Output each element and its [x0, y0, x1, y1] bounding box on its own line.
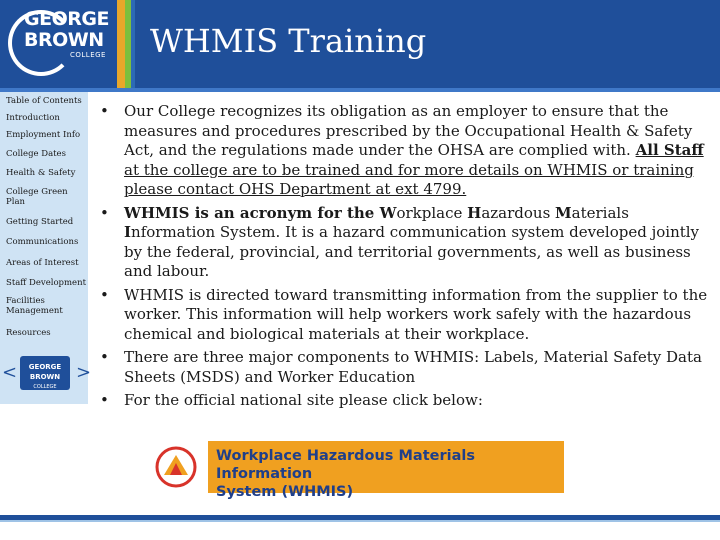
list-item — [100, 204, 716, 282]
sidebar-item-introduction[interactable]: Introduction — [6, 113, 60, 123]
sidebar-item-employment-info[interactable]: Employment Info — [6, 130, 81, 140]
logo-text-brown: BROWN — [24, 29, 104, 51]
bullet-text: azardous — [481, 203, 556, 222]
accent-bar-blue — [131, 0, 135, 88]
sidebar-item-staff-development[interactable]: Staff Development — [6, 278, 86, 288]
list-item: • For the official national site please click below: — [100, 391, 716, 411]
logo-text-college: COLLEGE — [70, 51, 106, 59]
sidebar-item-college-green-plan[interactable]: College Green Plan — [6, 187, 68, 207]
list-item: • WHMIS is directed toward transmitting information from the supplier to the worker. This information will help workers work safely with the hazardous chemical and biological materials at their workplace. — [100, 286, 716, 345]
acronym-letter: H — [467, 203, 482, 222]
acronym-letter: W — [379, 203, 397, 222]
next-page-button[interactable]: > — [76, 362, 92, 383]
mini-logo-brown: BROWN — [29, 373, 61, 381]
sidebar-nav — [0, 92, 92, 404]
sidebar-item-facilities-management[interactable]: Facilities Management — [6, 296, 63, 316]
sidebar-item-college-dates[interactable]: College Dates — [6, 149, 66, 159]
acronym-letter: I — [124, 223, 132, 241]
whmis-logo-icon — [144, 441, 208, 493]
main-content — [100, 102, 716, 415]
list-item: • There are three major components to WHMIS: Labels, Material Safety Data Sheets (MSDS) and Worker Education — [100, 348, 716, 387]
bullet-text: nformation System. It is a hazard communication system developed jointly by the federal, provincial, and territorial governments, as well as business and labour. — [124, 223, 700, 280]
sidebar-item-health-safety[interactable]: Health & Safety — [6, 168, 76, 178]
mini-college-logo — [20, 356, 70, 390]
banner-line-1: Workplace Hazardous Materials Information — [216, 448, 475, 482]
banner-line-2: System (WHMIS) — [216, 484, 354, 500]
mini-logo-college: COLLEGE — [33, 384, 57, 390]
page-title: WHMIS Training — [150, 22, 427, 60]
sidebar-item-communications[interactable]: Communications — [6, 237, 79, 247]
bullet-text-underlined: at the college are to be trained and for more details on WHMIS or training please contact OHS Department at ext 4799. — [124, 160, 694, 198]
bullet-text: orkplace — [396, 203, 468, 222]
sidebar-item-areas-of-interest[interactable]: Areas of Interest — [6, 258, 79, 268]
whmis-site-link[interactable] — [144, 441, 564, 500]
accent-bar-orange — [117, 0, 125, 88]
college-logo — [0, 0, 120, 88]
list-item — [100, 102, 716, 200]
logo-text-george: GEORGE — [24, 8, 109, 30]
whmis-banner-text[interactable] — [208, 441, 564, 500]
sidebar-item-table-of-contents[interactable]: Table of Contents — [6, 96, 82, 106]
header-divider — [0, 88, 720, 92]
bullet-text: Our College recognizes its obligation as an employer to ensure that the measures and procedures prescribed by the Occupational Health & Safety Act, and the regulations made under the OHSA are complied with. — [124, 102, 693, 159]
acronym-letter: M — [555, 203, 572, 222]
mini-logo-george: GEORGE — [28, 363, 62, 371]
acronym-letter: W — [124, 203, 141, 222]
bullet-text: HMIS is an acronym for the — [140, 203, 380, 222]
sidebar-item-getting-started[interactable]: Getting Started — [6, 217, 74, 227]
footer-divider-light — [0, 520, 720, 522]
prev-page-button[interactable]: < — [2, 362, 18, 383]
bullet-text: aterials — [571, 203, 629, 222]
sidebar-item-resources[interactable]: Resources — [6, 328, 51, 338]
sidebar-pager — [0, 354, 92, 392]
all-staff-emphasis: All Staff — [635, 141, 704, 159]
header — [0, 0, 720, 88]
